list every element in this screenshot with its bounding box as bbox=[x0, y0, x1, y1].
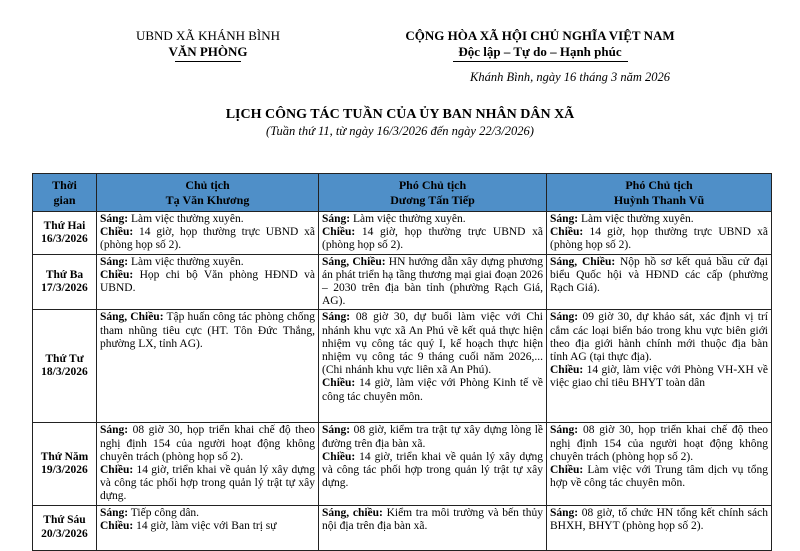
day-cell bbox=[33, 212, 97, 255]
entry-label: Chiều: bbox=[322, 226, 356, 239]
header-vice-chairman-1: Phó Chủ tịch Dương Tấn Tiếp bbox=[319, 174, 547, 212]
schedule-cell bbox=[97, 505, 319, 550]
national-header bbox=[380, 28, 700, 62]
entry-label: Sáng: bbox=[100, 213, 129, 225]
schedule-cell bbox=[547, 423, 772, 505]
schedule-cell bbox=[97, 212, 319, 255]
document-title: LỊCH CÔNG TÁC TUẦN CỦA ỦY BAN NHÂN DÂN XÃ bbox=[225, 107, 575, 122]
entry-text: 14 giờ, triển khai về quản lý xây dựng và công tác phối hợp trong quản lý trật tự xây dựng. bbox=[100, 464, 315, 503]
entry-text: 08 giờ, tổ chức HN tổng kết chính sách BHXH, BHYT (phòng họp số 2). bbox=[550, 506, 768, 532]
entry-label: Sáng, chiều: bbox=[322, 506, 383, 519]
table-row bbox=[33, 310, 772, 423]
table-header-row bbox=[33, 174, 772, 212]
schedule-entry bbox=[322, 507, 543, 533]
table-row bbox=[33, 423, 772, 505]
date-line: Khánh Bình, ngày 16 tháng 3 năm 2026 bbox=[470, 70, 670, 84]
entry-text: 08 giờ 30, dự buổi làm việc với Chi nhánh khu vực xã An Phú về kết quả thực hiện nhiệm vụ công tác quý I, kế hoạch thực hiện nhiệm vụ công tác 9 tháng cuối năm 2026,...(Chi nhánh khu vực liên xã An Phú). bbox=[322, 311, 543, 377]
schedule-entry bbox=[550, 424, 768, 464]
entry-label: Sáng: bbox=[550, 213, 579, 225]
schedule-cell bbox=[319, 505, 547, 550]
unit-underline bbox=[175, 61, 241, 62]
schedule-entry bbox=[100, 507, 315, 520]
issuing-unit bbox=[108, 28, 308, 62]
entry-label: Sáng: bbox=[322, 311, 351, 324]
entry-label: Sáng: bbox=[100, 255, 129, 268]
entry-text: Tiếp công dân. bbox=[128, 506, 200, 519]
entry-text: 14 giờ, triển khai về quản lý xây dựng và công tác phối hợp trong quản lý trật tự xây dựng. bbox=[322, 450, 543, 490]
schedule-cell bbox=[547, 212, 772, 255]
entry-text: 14 giờ, làm việc với Ban trị sự bbox=[133, 519, 277, 532]
schedule-cell bbox=[97, 310, 319, 423]
entry-label: Chiều: bbox=[550, 364, 584, 377]
schedule-entry bbox=[100, 520, 315, 533]
entry-text: 14 giờ, làm việc với Phòng Kinh tế về công tác chuyên môn. bbox=[322, 377, 543, 403]
header-chairman: Chủ tịch Tạ Văn Khương bbox=[97, 174, 319, 212]
table-row bbox=[33, 505, 772, 550]
entry-text: Làm việc thường xuyên. bbox=[350, 213, 466, 225]
entry-text: Tập huấn công tác phòng chống tham nhũng tiêu cực (HT. Tôn Đức Thắng, phường LX, tỉnh AG). bbox=[100, 311, 315, 350]
entry-label: Chiều: bbox=[550, 464, 584, 477]
schedule-table bbox=[32, 173, 772, 551]
schedule-cell bbox=[547, 254, 772, 310]
entry-text: HN hướng dẫn xây dựng phương án phát triển hạ tầng thương mại giai đoạn 2026 – 2030 trên địa bàn tỉnh (phường Rạch Giá, AG). bbox=[322, 255, 543, 308]
entry-text: 14 giờ, làm việc với Phòng VH-XH về việc giao chỉ tiêu BHYT toàn dân bbox=[550, 364, 768, 390]
schedule-cell bbox=[319, 254, 547, 310]
unit-main: UBND XÃ KHÁNH BÌNH bbox=[135, 28, 281, 43]
entry-text: 08 giờ 30, họp triển khai chế độ theo nghị định 154 của người hoạt động không chuyên trách (phòng họp số 2). bbox=[550, 424, 768, 463]
schedule-entry bbox=[322, 451, 543, 491]
day-cell bbox=[33, 505, 97, 550]
schedule-entry bbox=[100, 464, 315, 504]
day-name: Thứ Năm bbox=[40, 450, 89, 463]
document-subtitle: (Tuần thứ 11, từ ngày 16/3/2026 đến ngày 22/3/2026) bbox=[266, 124, 534, 138]
schedule-cell bbox=[319, 423, 547, 505]
motto: Độc lập – Tự do – Hạnh phúc bbox=[458, 44, 622, 59]
entry-label: Chiều: bbox=[100, 464, 134, 477]
schedule-cell bbox=[319, 310, 547, 423]
schedule-entry bbox=[322, 226, 543, 252]
schedule-entry bbox=[100, 226, 315, 252]
entry-label: Sáng, Chiều: bbox=[550, 255, 616, 268]
day-date: 16/3/2026 bbox=[41, 232, 88, 245]
schedule-entry bbox=[550, 311, 768, 364]
day-date: 17/3/2026 bbox=[41, 282, 88, 295]
schedule-entry bbox=[322, 424, 543, 450]
entry-text: Họp chi bộ Văn phòng HĐND và UBND. bbox=[100, 268, 315, 295]
schedule-entry bbox=[100, 311, 315, 351]
entry-label: Sáng: bbox=[550, 506, 579, 519]
day-cell bbox=[33, 310, 97, 423]
entry-text: 09 giờ 30, dự khảo sát, xác định vị trí cắm các loại biển báo trong khu vực biên giới theo địa giới hành chính mới thuộc địa bàn tỉnh AG (tại thực địa). bbox=[550, 311, 768, 364]
entry-text: 14 giờ, họp thường trực UBND xã (phòng họp số 2). bbox=[550, 226, 768, 252]
entry-label: Chiều: bbox=[322, 450, 356, 463]
entry-label: Sáng: bbox=[100, 506, 129, 519]
schedule-entry bbox=[322, 256, 543, 309]
schedule-entry bbox=[322, 311, 543, 377]
day-cell bbox=[33, 423, 97, 505]
entry-text: 08 giờ, kiểm tra trật tự xây dựng lòng lề đường trên địa bàn xã. bbox=[322, 424, 543, 450]
entry-label: Sáng: bbox=[550, 311, 579, 324]
day-name: Thứ Hai bbox=[43, 219, 86, 232]
entry-label: Sáng: bbox=[322, 424, 351, 437]
entry-text: 08 giờ 30, họp triển khai chế độ theo nghị định 154 của người hoạt động không chuyên trách (phòng họp số 2). bbox=[100, 424, 315, 463]
entry-label: Chiều: bbox=[100, 226, 134, 239]
schedule-cell bbox=[319, 212, 547, 255]
entry-label: Sáng, Chiều: bbox=[322, 255, 386, 268]
unit-sub: VĂN PHÒNG bbox=[168, 44, 248, 59]
schedule-entry bbox=[100, 424, 315, 464]
table-row bbox=[33, 254, 772, 310]
entry-label: Sáng, Chiều: bbox=[100, 311, 164, 324]
schedule-entry bbox=[550, 464, 768, 490]
day-cell bbox=[33, 254, 97, 310]
day-date: 19/3/2026 bbox=[41, 464, 88, 477]
header-time: Thời gian bbox=[33, 174, 97, 212]
schedule-body bbox=[33, 212, 772, 551]
entry-label: Sáng: bbox=[550, 424, 579, 437]
entry-label: Chiều: bbox=[550, 226, 584, 239]
entry-text: 14 giờ, họp thường trực UBND xã (phòng họp số 2). bbox=[100, 226, 315, 252]
schedule-entry bbox=[100, 269, 315, 295]
schedule-cell bbox=[547, 505, 772, 550]
entry-text: Làm việc thường xuyên. bbox=[578, 213, 694, 225]
day-name: Thứ Tư bbox=[45, 353, 84, 366]
header-vice-chairman-2: Phó Chủ tịch Huỳnh Thanh Vũ bbox=[547, 174, 772, 212]
day-date: 20/3/2026 bbox=[41, 527, 88, 540]
schedule-entry bbox=[100, 213, 315, 226]
schedule-entry bbox=[550, 213, 768, 226]
day-date: 18/3/2026 bbox=[41, 366, 88, 379]
entry-text: Nộp hồ sơ kết quả bầu cử đại biểu Quốc hội và HĐND các cấp (phường Rạch Giá). bbox=[550, 255, 768, 295]
schedule-entry bbox=[550, 226, 768, 252]
schedule-entry bbox=[550, 507, 768, 533]
entry-text: Kiểm tra môi trường và bến thủy nội địa trên địa bàn xã. bbox=[322, 506, 544, 532]
schedule-entry bbox=[550, 364, 768, 390]
schedule-entry bbox=[322, 377, 543, 403]
schedule-entry bbox=[100, 256, 315, 269]
entry-label: Chiều: bbox=[100, 268, 134, 281]
entry-text: 14 giờ, họp thường trực UBND xã (phòng họp số 2). bbox=[322, 226, 543, 252]
schedule-cell bbox=[547, 310, 772, 423]
entry-text: Làm việc thường xuyên. bbox=[128, 213, 244, 225]
day-name: Thứ Ba bbox=[45, 268, 84, 281]
motto-underline bbox=[453, 61, 628, 62]
nation-name: CỘNG HÒA XÃ HỘI CHỦ NGHĨA VIỆT NAM bbox=[405, 28, 675, 43]
schedule-cell bbox=[97, 254, 319, 310]
entry-label: Chiều: bbox=[322, 377, 356, 390]
schedule-cell bbox=[97, 423, 319, 505]
day-name: Thứ Sáu bbox=[43, 514, 86, 527]
table-row bbox=[33, 212, 772, 255]
entry-label: Sáng: bbox=[322, 213, 351, 225]
entry-text: Làm việc với Trung tâm dịch vụ tổng hợp về công tác chuyên môn. bbox=[550, 464, 768, 490]
entry-label: Sáng: bbox=[100, 424, 129, 437]
entry-text: Làm việc thường xuyên. bbox=[128, 255, 244, 268]
schedule-entry bbox=[550, 256, 768, 296]
schedule-entry bbox=[322, 213, 543, 226]
entry-label: Chiều: bbox=[100, 519, 134, 532]
